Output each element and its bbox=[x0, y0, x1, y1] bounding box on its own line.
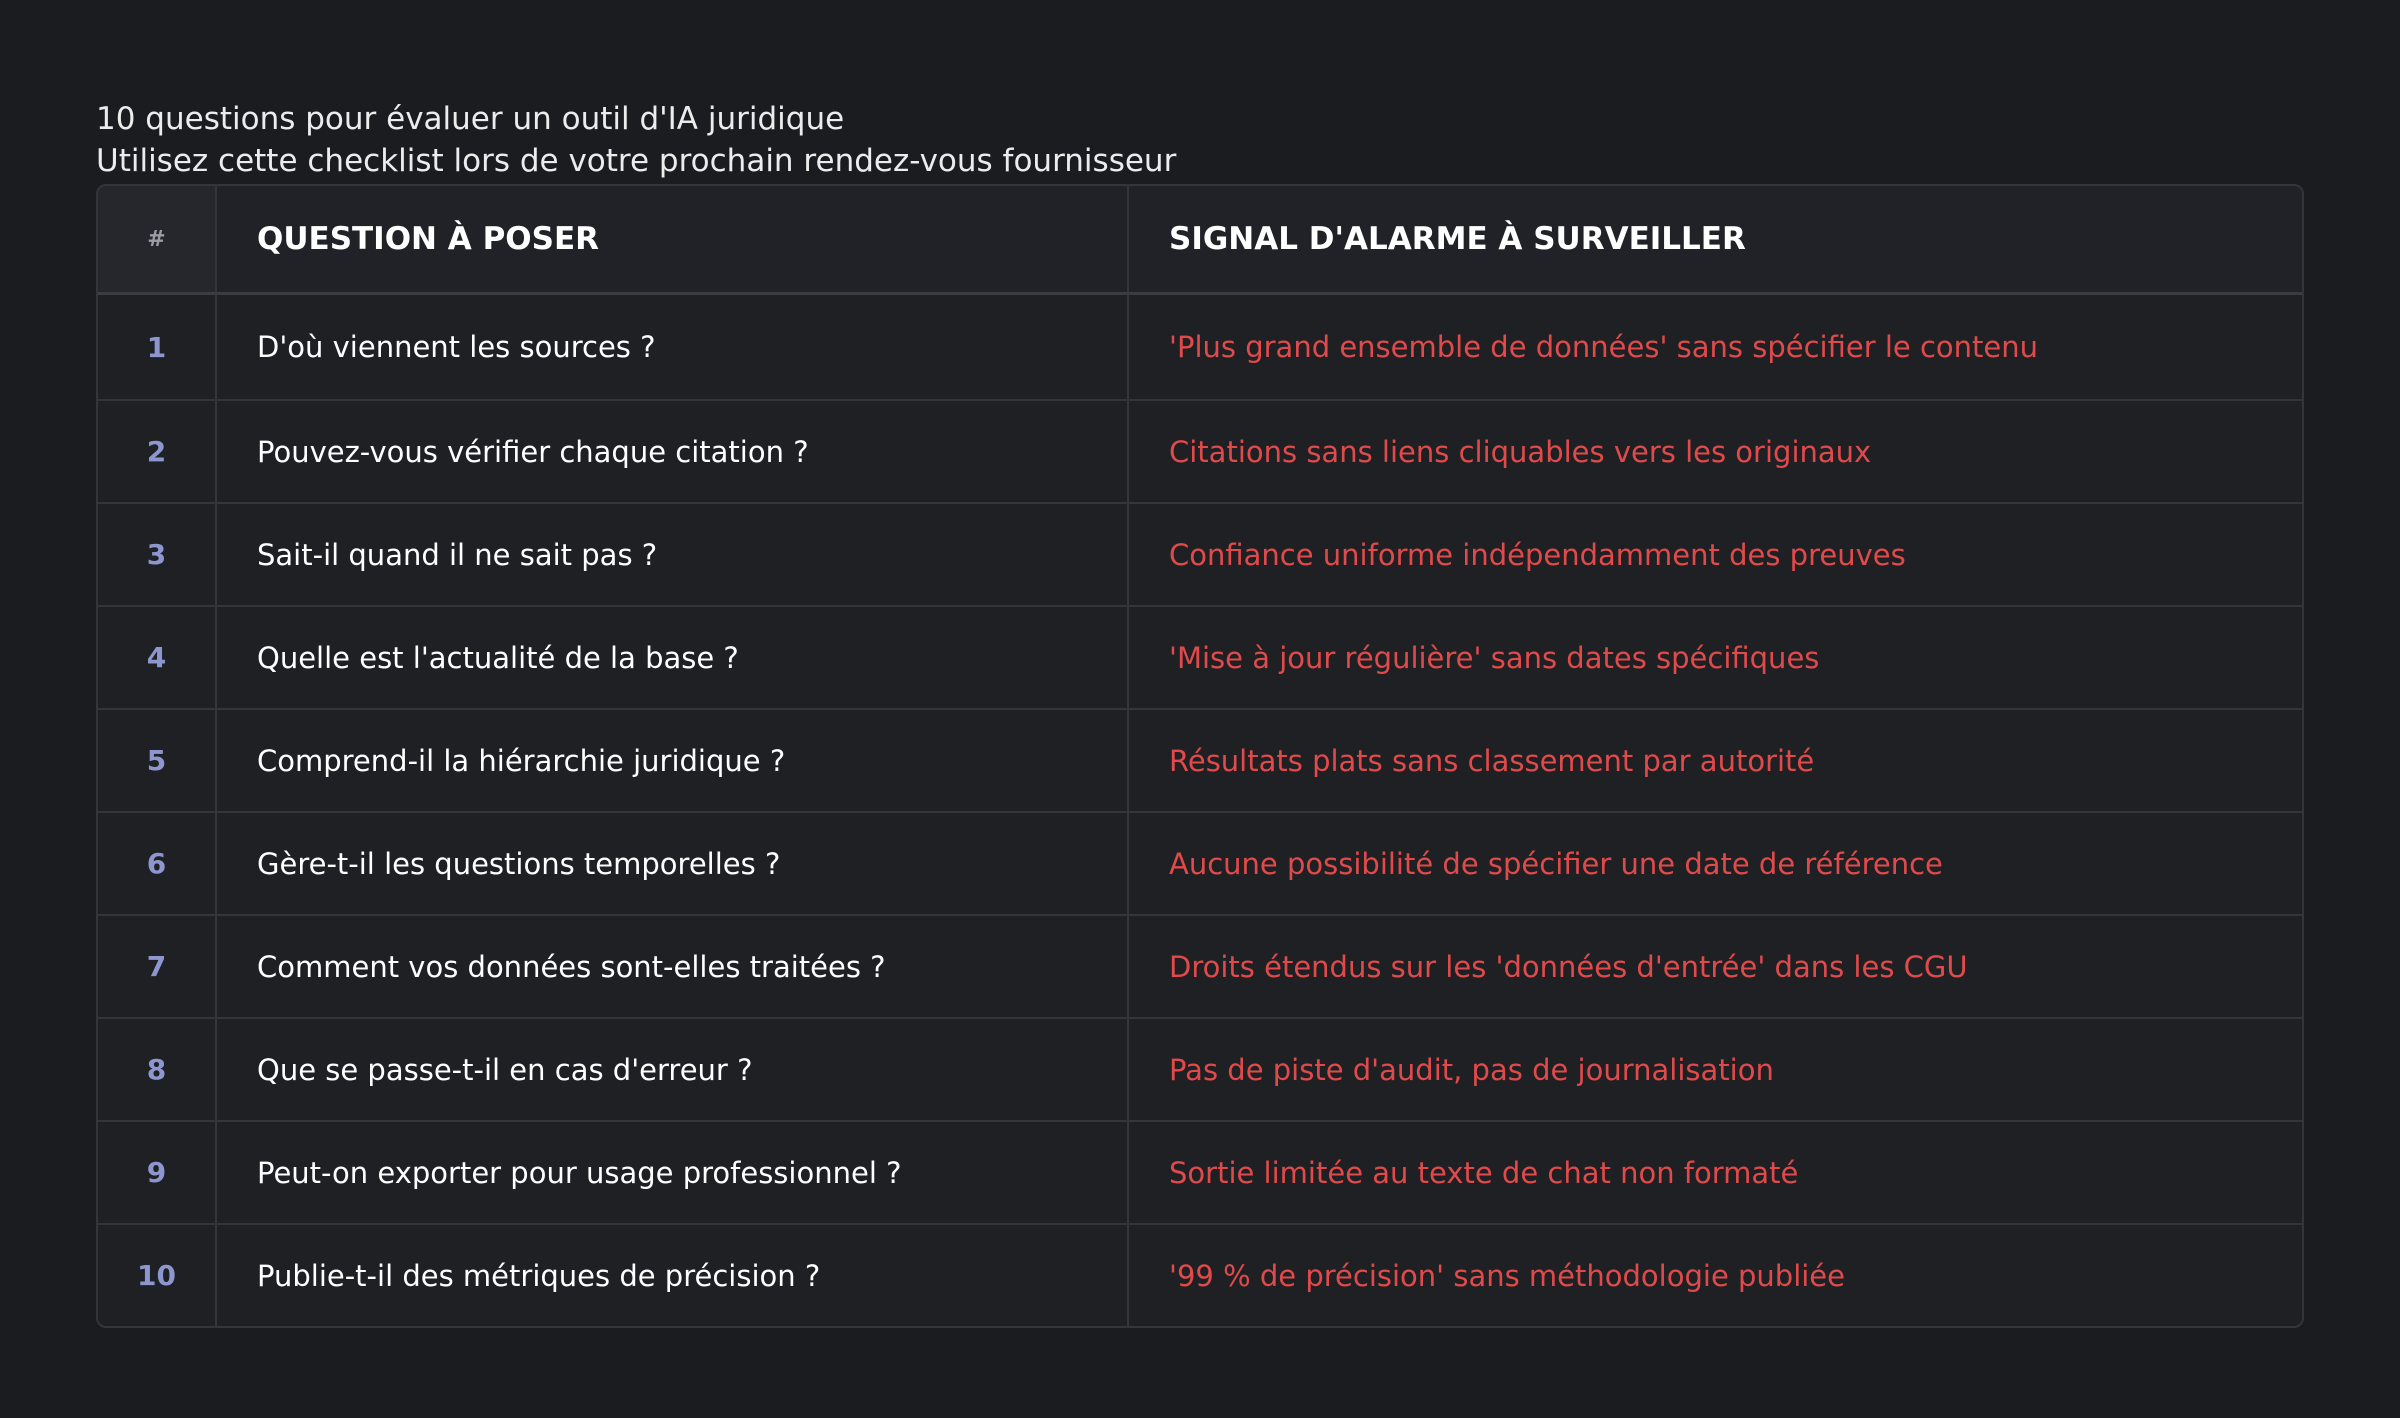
row-number: 7 bbox=[98, 915, 216, 1018]
page-subtitle: Utilisez cette checklist lors de votre prochain rendez-vous fournisseur bbox=[96, 143, 1177, 179]
row-question: Peut-on exporter pour usage professionnel ? bbox=[216, 1121, 1128, 1224]
row-signal: Pas de piste d'audit, pas de journalisation bbox=[1128, 1018, 2302, 1121]
row-question: Comment vos données sont-elles traitées ? bbox=[216, 915, 1128, 1018]
row-number: 10 bbox=[98, 1224, 216, 1326]
table-row bbox=[98, 812, 2302, 915]
checklist-container bbox=[96, 98, 2304, 1328]
table-row bbox=[98, 400, 2302, 503]
table-row bbox=[98, 294, 2302, 401]
row-number: 1 bbox=[146, 330, 167, 364]
table-row bbox=[98, 1018, 2302, 1121]
table-row bbox=[98, 915, 2302, 1018]
row-signal: '99 % de précision' sans méthodologie publiée bbox=[1128, 1224, 2302, 1326]
checklist-table-card bbox=[96, 184, 2304, 1328]
table-row bbox=[98, 503, 2302, 606]
row-question: Gère-t-il les questions temporelles ? bbox=[216, 812, 1128, 915]
row-number: 5 bbox=[98, 709, 216, 812]
row-question: Que se passe-t-il en cas d'erreur ? bbox=[216, 1018, 1128, 1121]
row-question: Quelle est l'actualité de la base ? bbox=[216, 606, 1128, 709]
row-signal: 'Mise à jour régulière' sans dates spécifiques bbox=[1128, 606, 2302, 709]
column-header-signal: SIGNAL D'ALARME À SURVEILLER bbox=[1128, 186, 2302, 294]
row-number: 8 bbox=[98, 1018, 216, 1121]
row-question: D'où viennent les sources ? bbox=[216, 294, 1128, 401]
table-header-row bbox=[98, 186, 2302, 294]
row-question: Pouvez-vous vérifier chaque citation ? bbox=[216, 400, 1128, 503]
row-signal: Sortie limitée au texte de chat non formaté bbox=[1128, 1121, 2302, 1224]
table-body bbox=[98, 294, 2302, 1327]
table-row bbox=[98, 1224, 2302, 1326]
row-number: 2 bbox=[98, 400, 216, 503]
table-row bbox=[98, 709, 2302, 812]
column-header-number: # bbox=[98, 186, 216, 294]
table-row bbox=[98, 1121, 2302, 1224]
row-signal: Droits étendus sur les 'données d'entrée' dans les CGU bbox=[1128, 915, 2302, 1018]
row-number: 4 bbox=[98, 606, 216, 709]
column-header-question: QUESTION À POSER bbox=[216, 186, 1128, 294]
page-title: 10 questions pour évaluer un outil d'IA juridique bbox=[96, 101, 845, 137]
table-row bbox=[98, 606, 2302, 709]
row-number: 9 bbox=[98, 1121, 216, 1224]
row-question: Sait-il quand il ne sait pas ? bbox=[216, 503, 1128, 606]
checklist-table bbox=[98, 186, 2302, 1326]
row-signal: Citations sans liens cliquables vers les originaux bbox=[1128, 400, 2302, 503]
table-header bbox=[98, 186, 2302, 294]
row-signal: Résultats plats sans classement par autorité bbox=[1128, 709, 2302, 812]
row-number: 3 bbox=[98, 503, 216, 606]
row-signal: Confiance uniforme indépendamment des preuves bbox=[1128, 503, 2302, 606]
row-signal: 'Plus grand ensemble de données' sans spécifier le contenu bbox=[1128, 294, 2302, 401]
row-signal: Aucune possibilité de spécifier une date de référence bbox=[1128, 812, 2302, 915]
row-question: Publie-t-il des métriques de précision ? bbox=[216, 1224, 1128, 1326]
row-number: 6 bbox=[98, 812, 216, 915]
row-question: Comprend-il la hiérarchie juridique ? bbox=[216, 709, 1128, 812]
